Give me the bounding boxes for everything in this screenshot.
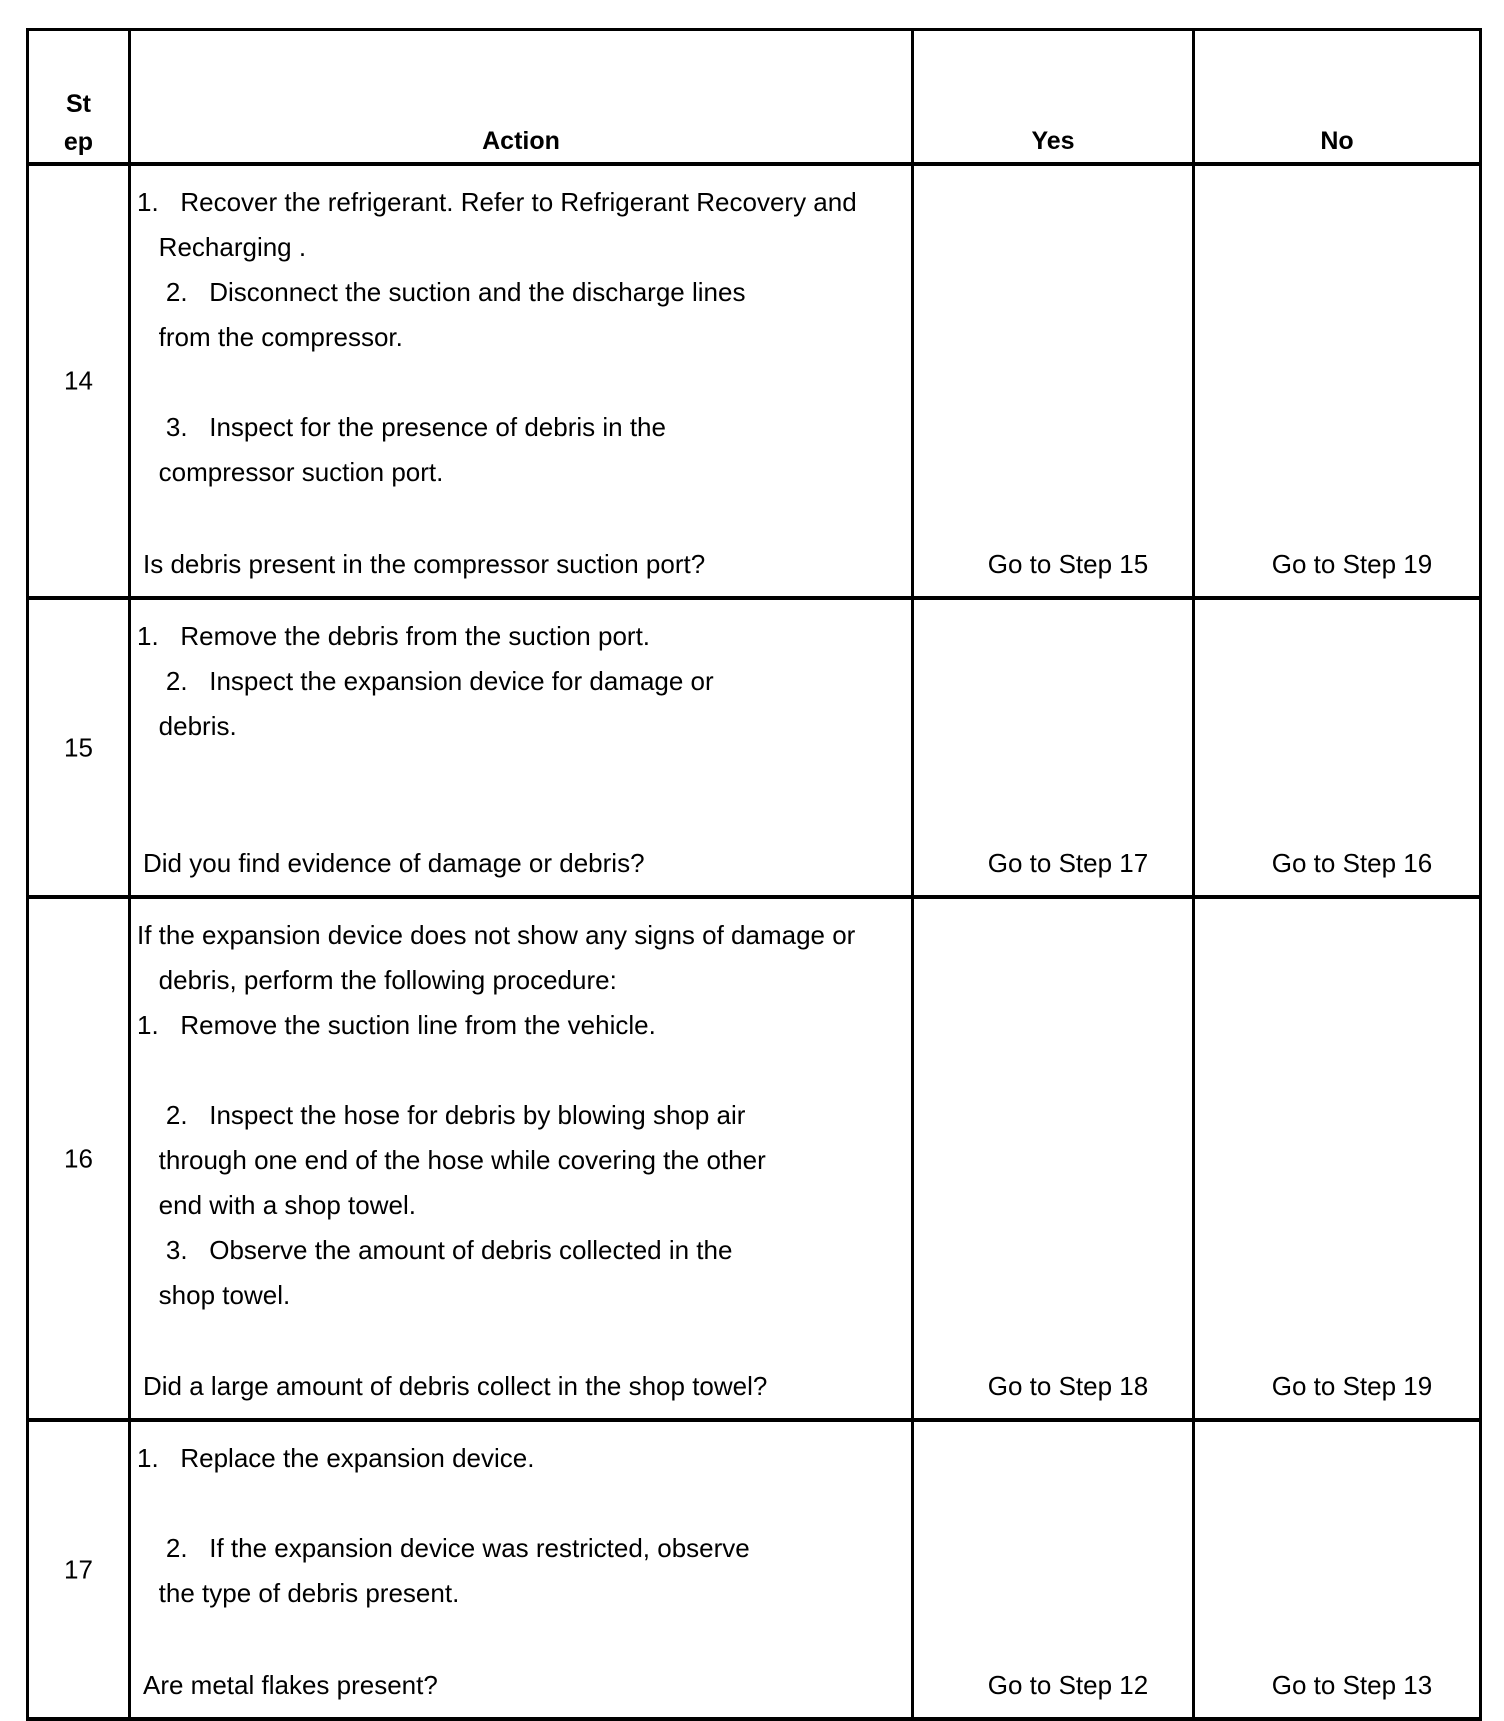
table-row [26,600,1482,899]
header-yes-cell [914,31,1195,162]
step-number: 15 [64,732,93,762]
yes-result: Go to Step 17 [987,848,1149,878]
troubleshooting-table [26,28,1482,1721]
action-text: 1. Replace the expansion device. 2. If the expansion device was restricted, observe the type of debris present. [137,1443,750,1608]
action-text: If the expansion device does not show any signs of damage or debris, perform the following procedure: 1. Remove the suction line from the vehicle. 2. Inspect the hose for debris by blowing shop air through one end of the hose while covering the other end with a shop towel. 3. Observe the amount of debris collected in the shop towel. [137,920,856,1310]
step-number: 16 [64,1143,93,1173]
table-row [26,899,1482,1422]
action-question: Did you find evidence of damage or debris? [143,848,645,878]
action-question: Is debris present in the compressor suction port? [143,549,706,579]
action-question: Are metal flakes present? [143,1670,438,1700]
table-row [26,166,1482,600]
header-yes: Yes [1031,127,1075,155]
header-step: St ep [63,90,94,156]
no-result: Go to Step 16 [1271,848,1433,878]
action-question: Did a large amount of debris collect in the shop towel? [143,1371,768,1401]
step-number: 17 [64,1554,93,1584]
action-text: 1. Recover the refrigerant. Refer to Refrigerant Recovery and Recharging . 2. Disconnect the suction and the discharge lines from the compressor. 3. Inspect for the presence of debris in the compressor suction port. [137,187,857,487]
header-no: No [1320,127,1354,155]
yes-result: Go to Step 18 [987,1371,1149,1401]
yes-result: Go to Step 15 [987,549,1149,579]
yes-result: Go to Step 12 [987,1670,1149,1700]
no-result: Go to Step 13 [1271,1670,1433,1700]
header-action: Action [482,127,560,155]
no-result: Go to Step 19 [1271,549,1433,579]
header-no-cell [1195,31,1479,162]
step-number: 14 [64,365,93,396]
table-header [26,28,1482,166]
table-row [26,1422,1482,1721]
action-text: 1. Remove the debris from the suction port. 2. Inspect the expansion device for damage or debris. [137,621,714,741]
no-result: Go to Step 19 [1271,1371,1433,1401]
header-step-cell [29,31,131,162]
header-action-cell [131,31,914,162]
